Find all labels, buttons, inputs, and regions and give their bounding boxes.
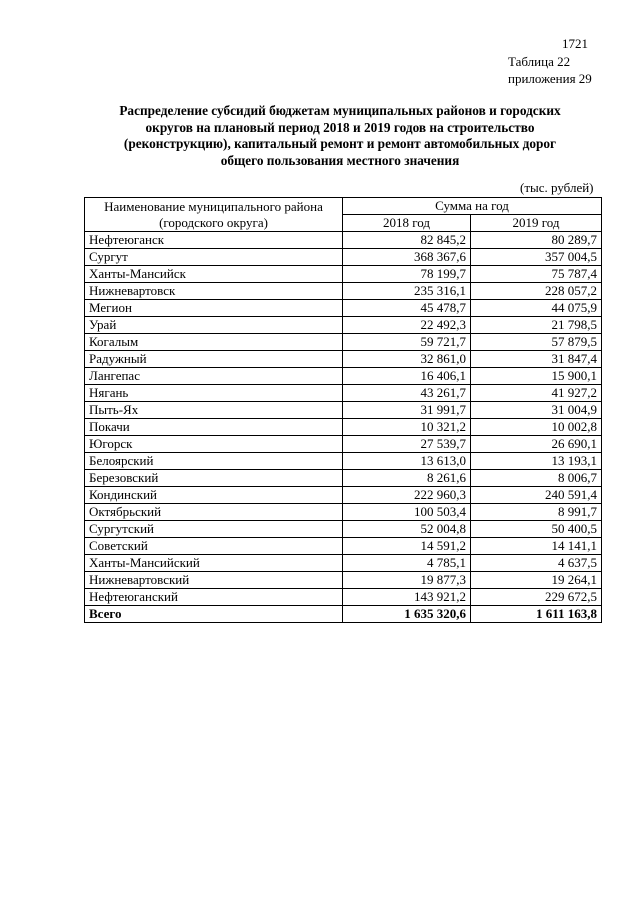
row-2018-cell: 45 478,7 xyxy=(343,300,471,317)
row-2018-cell: 32 861,0 xyxy=(343,351,471,368)
row-name-cell: Нижневартовский xyxy=(85,572,343,589)
row-name-cell: Березовский xyxy=(85,470,343,487)
table-row xyxy=(85,249,602,266)
row-2019-cell: 31 847,4 xyxy=(471,351,602,368)
table-label: Таблица 22 xyxy=(508,54,571,69)
units-label: (тыс. рублей) xyxy=(520,180,594,195)
table-row xyxy=(85,453,602,470)
row-name-cell: Пыть-Ях xyxy=(85,402,343,419)
table-row xyxy=(85,504,602,521)
column-header-2018: 2018 год xyxy=(343,215,471,232)
row-2019-cell: 26 690,1 xyxy=(471,436,602,453)
subsidy-table xyxy=(84,197,602,623)
table-header-row xyxy=(85,198,602,215)
row-name-cell: Когалым xyxy=(85,334,343,351)
row-2018-cell: 59 721,7 xyxy=(343,334,471,351)
column-header-name xyxy=(85,198,343,232)
row-name-cell: Ханты-Мансийский xyxy=(85,555,343,572)
table-row xyxy=(85,521,602,538)
row-2019-cell: 240 591,4 xyxy=(471,487,602,504)
row-2018-cell: 4 785,1 xyxy=(343,555,471,572)
title-line: общего пользования местного значения xyxy=(220,152,460,168)
table-row xyxy=(85,266,602,283)
column-header-sum: Сумма на год xyxy=(343,198,602,215)
row-2018-cell: 100 503,4 xyxy=(343,504,471,521)
row-name-cell: Сургутский xyxy=(85,521,343,538)
row-name-cell: Нижневартовск xyxy=(85,283,343,300)
table-row xyxy=(85,317,602,334)
row-2019-cell: 19 264,1 xyxy=(471,572,602,589)
row-2018-cell: 22 492,3 xyxy=(343,317,471,334)
table-row xyxy=(85,283,602,300)
row-name-cell: Сургут xyxy=(85,249,343,266)
row-name-cell: Октябрьский xyxy=(85,504,343,521)
title-line: округов на плановый период 2018 и 2019 годов на строительство xyxy=(145,119,535,135)
row-2018-cell: 14 591,2 xyxy=(343,538,471,555)
table-body xyxy=(85,232,602,623)
row-name-cell: Мегион xyxy=(85,300,343,317)
table-row xyxy=(85,487,602,504)
table-row xyxy=(85,368,602,385)
row-2019-cell: 80 289,7 xyxy=(471,232,602,249)
row-2019-cell: 50 400,5 xyxy=(471,521,602,538)
row-2018-cell: 8 261,6 xyxy=(343,470,471,487)
title-line: (реконструкцию), капитальный ремонт и ремонт автомобильных дорог xyxy=(123,136,557,151)
table-row xyxy=(85,572,602,589)
row-2019-cell: 44 075,9 xyxy=(471,300,602,317)
row-2018-cell: 368 367,6 xyxy=(343,249,471,266)
row-2018-cell: 13 613,0 xyxy=(343,453,471,470)
table-row xyxy=(85,470,602,487)
table-row xyxy=(85,419,602,436)
total-2019-cell: 1 611 163,8 xyxy=(471,606,602,623)
row-name-cell: Радужный xyxy=(85,351,343,368)
row-2018-cell: 43 261,7 xyxy=(343,385,471,402)
row-2018-cell: 143 921,2 xyxy=(343,589,471,606)
row-2018-cell: 235 316,1 xyxy=(343,283,471,300)
table-row xyxy=(85,351,602,368)
row-name-cell: Кондинский xyxy=(85,487,343,504)
row-name-cell: Нефтеюганский xyxy=(85,589,343,606)
table-row xyxy=(85,555,602,572)
row-2018-cell: 31 991,7 xyxy=(343,402,471,419)
row-2019-cell: 357 004,5 xyxy=(471,249,602,266)
row-2019-cell: 21 798,5 xyxy=(471,317,602,334)
page-number: 1721 xyxy=(562,36,588,51)
document-title xyxy=(80,103,600,169)
table-row xyxy=(85,385,602,402)
row-name-cell: Урай xyxy=(85,317,343,334)
table-row xyxy=(85,402,602,419)
row-2018-cell: 19 877,3 xyxy=(343,572,471,589)
row-2019-cell: 229 672,5 xyxy=(471,589,602,606)
row-2019-cell: 14 141,1 xyxy=(471,538,602,555)
row-name-cell: Ханты-Мансийск xyxy=(85,266,343,283)
row-name-cell: Нягань xyxy=(85,385,343,402)
title-line: Распределение субсидий бюджетам муниципальных районов и городских xyxy=(119,103,561,118)
row-2018-cell: 82 845,2 xyxy=(343,232,471,249)
row-2019-cell: 75 787,4 xyxy=(471,266,602,283)
row-2018-cell: 10 321,2 xyxy=(343,419,471,436)
row-name-cell: Югорск xyxy=(85,436,343,453)
row-2018-cell: 222 960,3 xyxy=(343,487,471,504)
row-2019-cell: 15 900,1 xyxy=(471,368,602,385)
row-2018-cell: 16 406,1 xyxy=(343,368,471,385)
total-2018-cell: 1 635 320,6 xyxy=(343,606,471,623)
row-2019-cell: 10 002,8 xyxy=(471,419,602,436)
table-reference xyxy=(508,53,592,87)
row-name-cell: Белоярский xyxy=(85,453,343,470)
row-2019-cell: 57 879,5 xyxy=(471,334,602,351)
row-2019-cell: 4 637,5 xyxy=(471,555,602,572)
row-name-cell: Нефтеюганск xyxy=(85,232,343,249)
row-2018-cell: 52 004,8 xyxy=(343,521,471,538)
table-row xyxy=(85,300,602,317)
table-row xyxy=(85,232,602,249)
row-2019-cell: 31 004,9 xyxy=(471,402,602,419)
table-row xyxy=(85,538,602,555)
row-2019-cell: 8 006,7 xyxy=(471,470,602,487)
row-2019-cell: 228 057,2 xyxy=(471,283,602,300)
appendix-label: приложения 29 xyxy=(508,71,592,86)
row-2019-cell: 8 991,7 xyxy=(471,504,602,521)
table-row xyxy=(85,436,602,453)
table-row xyxy=(85,334,602,351)
row-2018-cell: 27 539,7 xyxy=(343,436,471,453)
total-label-cell: Всего xyxy=(85,606,343,623)
column-header-name-line2: (городского округа) xyxy=(159,214,268,230)
table-row xyxy=(85,589,602,606)
row-name-cell: Советский xyxy=(85,538,343,555)
column-header-name-line1: Наименование муниципального района xyxy=(104,198,323,214)
row-2019-cell: 13 193,1 xyxy=(471,453,602,470)
row-name-cell: Покачи xyxy=(85,419,343,436)
row-2018-cell: 78 199,7 xyxy=(343,266,471,283)
table-total-row xyxy=(85,606,602,623)
row-2019-cell: 41 927,2 xyxy=(471,385,602,402)
row-name-cell: Лангепас xyxy=(85,368,343,385)
column-header-2019: 2019 год xyxy=(471,215,602,232)
